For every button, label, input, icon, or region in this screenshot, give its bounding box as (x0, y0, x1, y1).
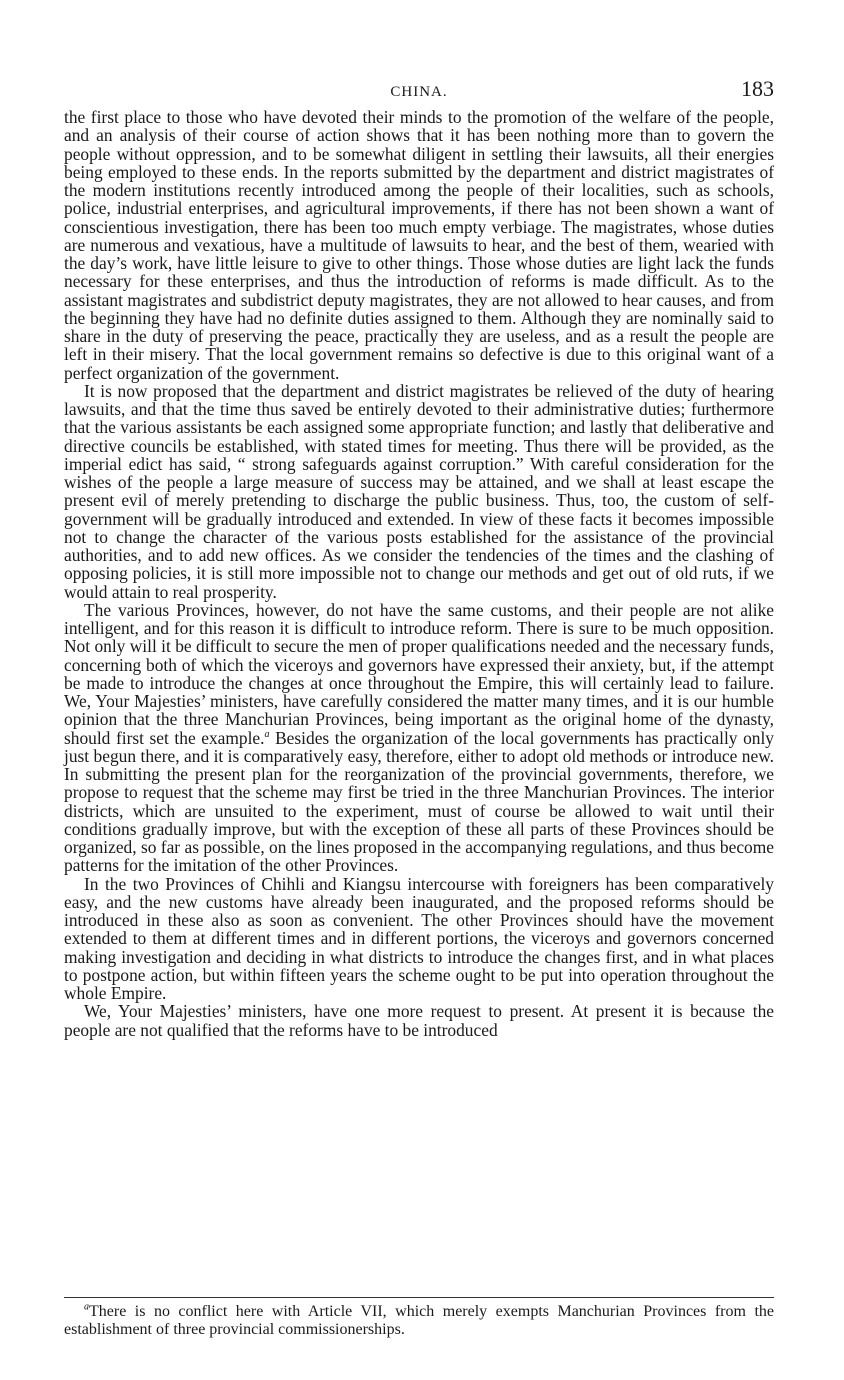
body-text (64, 108, 774, 1039)
paragraph-5: We, Your Majesties’ ministers, have one more request to present. At present it is because the people are not qualified that the reforms have to be introduced (64, 1001, 774, 1040)
paragraph-1: the first place to those who have devoted their minds to the promotion of the welfare of the people, and an analysis of their course of action shows that it has been nothing more than to govern the people without oppression, and to be somewhat diligent in settling their lawsuits, all their energies being employed to these ends. In the reports submitted by the department and district magistrates of the modern institutions recently introduced among the people of their localities, such as schools, police, industrial enterprises, and agricultural improvements, if there has not been shown a want of conscientious investigation, there has been too much empty verbiage. The magistrates, whose duties are numerous and vexatious, have a multitude of lawsuits to hear, and the best of them, wearied with the day’s work, have little leisure to give to other things. Those whose duties are light lack the funds necessary for these enterprises, and thus the introduction of reforms is made difficult. As to the assistant magistrates and subdistrict deputy magistrates, they are not allowed to hear causes, and from the beginning they have had no definite duties assigned to them. Although they are nominally said to share in the duty of preserving the peace, practically they are useless, and as a result the people are left in their misery. That the local government remains so defective is due to this original want of a perfect organization of the government. (64, 107, 774, 383)
footnote-marker: a (84, 1301, 89, 1313)
paragraph-3-text: The various Provinces, however, do not have the same customs, and their people are not alike intelligent, and for this reason it is difficult to introduce reform. There is sure to be much opposition. Not only will it be difficult to secure the men of proper qualifications needed and the necessary funds, concerning both of which the viceroys and governors have expressed their anxiety, but, if the attempt be made to introduce the changes at once throughout the Empire, this will certainly lead to failure. We, Your Majesties’ ministers, have carefully considered the matter many times, and it is our humble opinion that the three Manchurian Provinces, being important as the original home of the dynasty, should first set the example. (64, 599, 774, 748)
paragraph-2: It is now proposed that the department and district magistrates be relieved of the duty of hearing lawsuits, and that the time thus saved be entirely devoted to their administrative duties; furthermore that the various assistants be each assigned some appropriate function; and lastly that deliberative and directive councils be established, with stated times for meeting. Thus there will be provided, as the imperial edict has said, “ strong safeguards against corruption.” With careful consideration for the wishes of the people a large measure of success may be attained, and we shall at least escape the present evil of merely pretending to discharge the public business. Thus, too, the custom of self-government will be gradually introduced and extended. In view of these facts it becomes impossible not to change the character of the various posts established for the assistance of the provincial authorities, and to add new offices. As we consider the tendencies of the times and the clashing of opposing policies, it is still more impossible not to change our methods and get out of old ruts, if we would attain to real prosperity. (64, 380, 774, 602)
paragraph-3 (64, 601, 774, 875)
document-page (64, 72, 774, 1039)
footnote-text: There is no conflict here with Article VII, which merely exempts Manchurian Provinces from the establishment of three provincial commissionerships. (64, 1303, 774, 1338)
running-title: CHINA. (390, 84, 448, 100)
footnote (64, 1303, 774, 1339)
paragraph-4: In the two Provinces of Chihli and Kiangsu intercourse with foreigners has been comparatively easy, and the new customs have already been inaugurated, and the proposed reforms should be introduced in these also as soon as convenient. The other Provinces should have the movement extended to them at different times and in different portions, the viceroys and governors concerned making investigation and deciding in what districts to introduce the changes first, and in what places to postpone action, but within fifteen years the scheme ought to be put into operation throughout the whole Empire. (64, 873, 774, 1003)
footnote-reference: a (264, 728, 270, 740)
footnote-divider (64, 1297, 774, 1298)
page-number: 183 (741, 76, 774, 101)
page-header (64, 72, 774, 108)
paragraph-3-continuation: Besides the organization of the local governments has practically only just begun there, and it is comparatively easy, therefore, either to adopt old methods or introduce new. In submitting the present plan for the reorganization of the provincial governments, therefore, we propose to request that the scheme may first be tried in the three Manchurian Provinces. The interior districts, which are unsuited to the experiment, must of course be allowed to wait until their conditions gradually improve, but with the exception of these all parts of these Provinces should be organized, so far as possible, on the lines proposed in the accompanying regulations, and thus become patterns for the imitation of the other Provinces. (64, 727, 774, 876)
